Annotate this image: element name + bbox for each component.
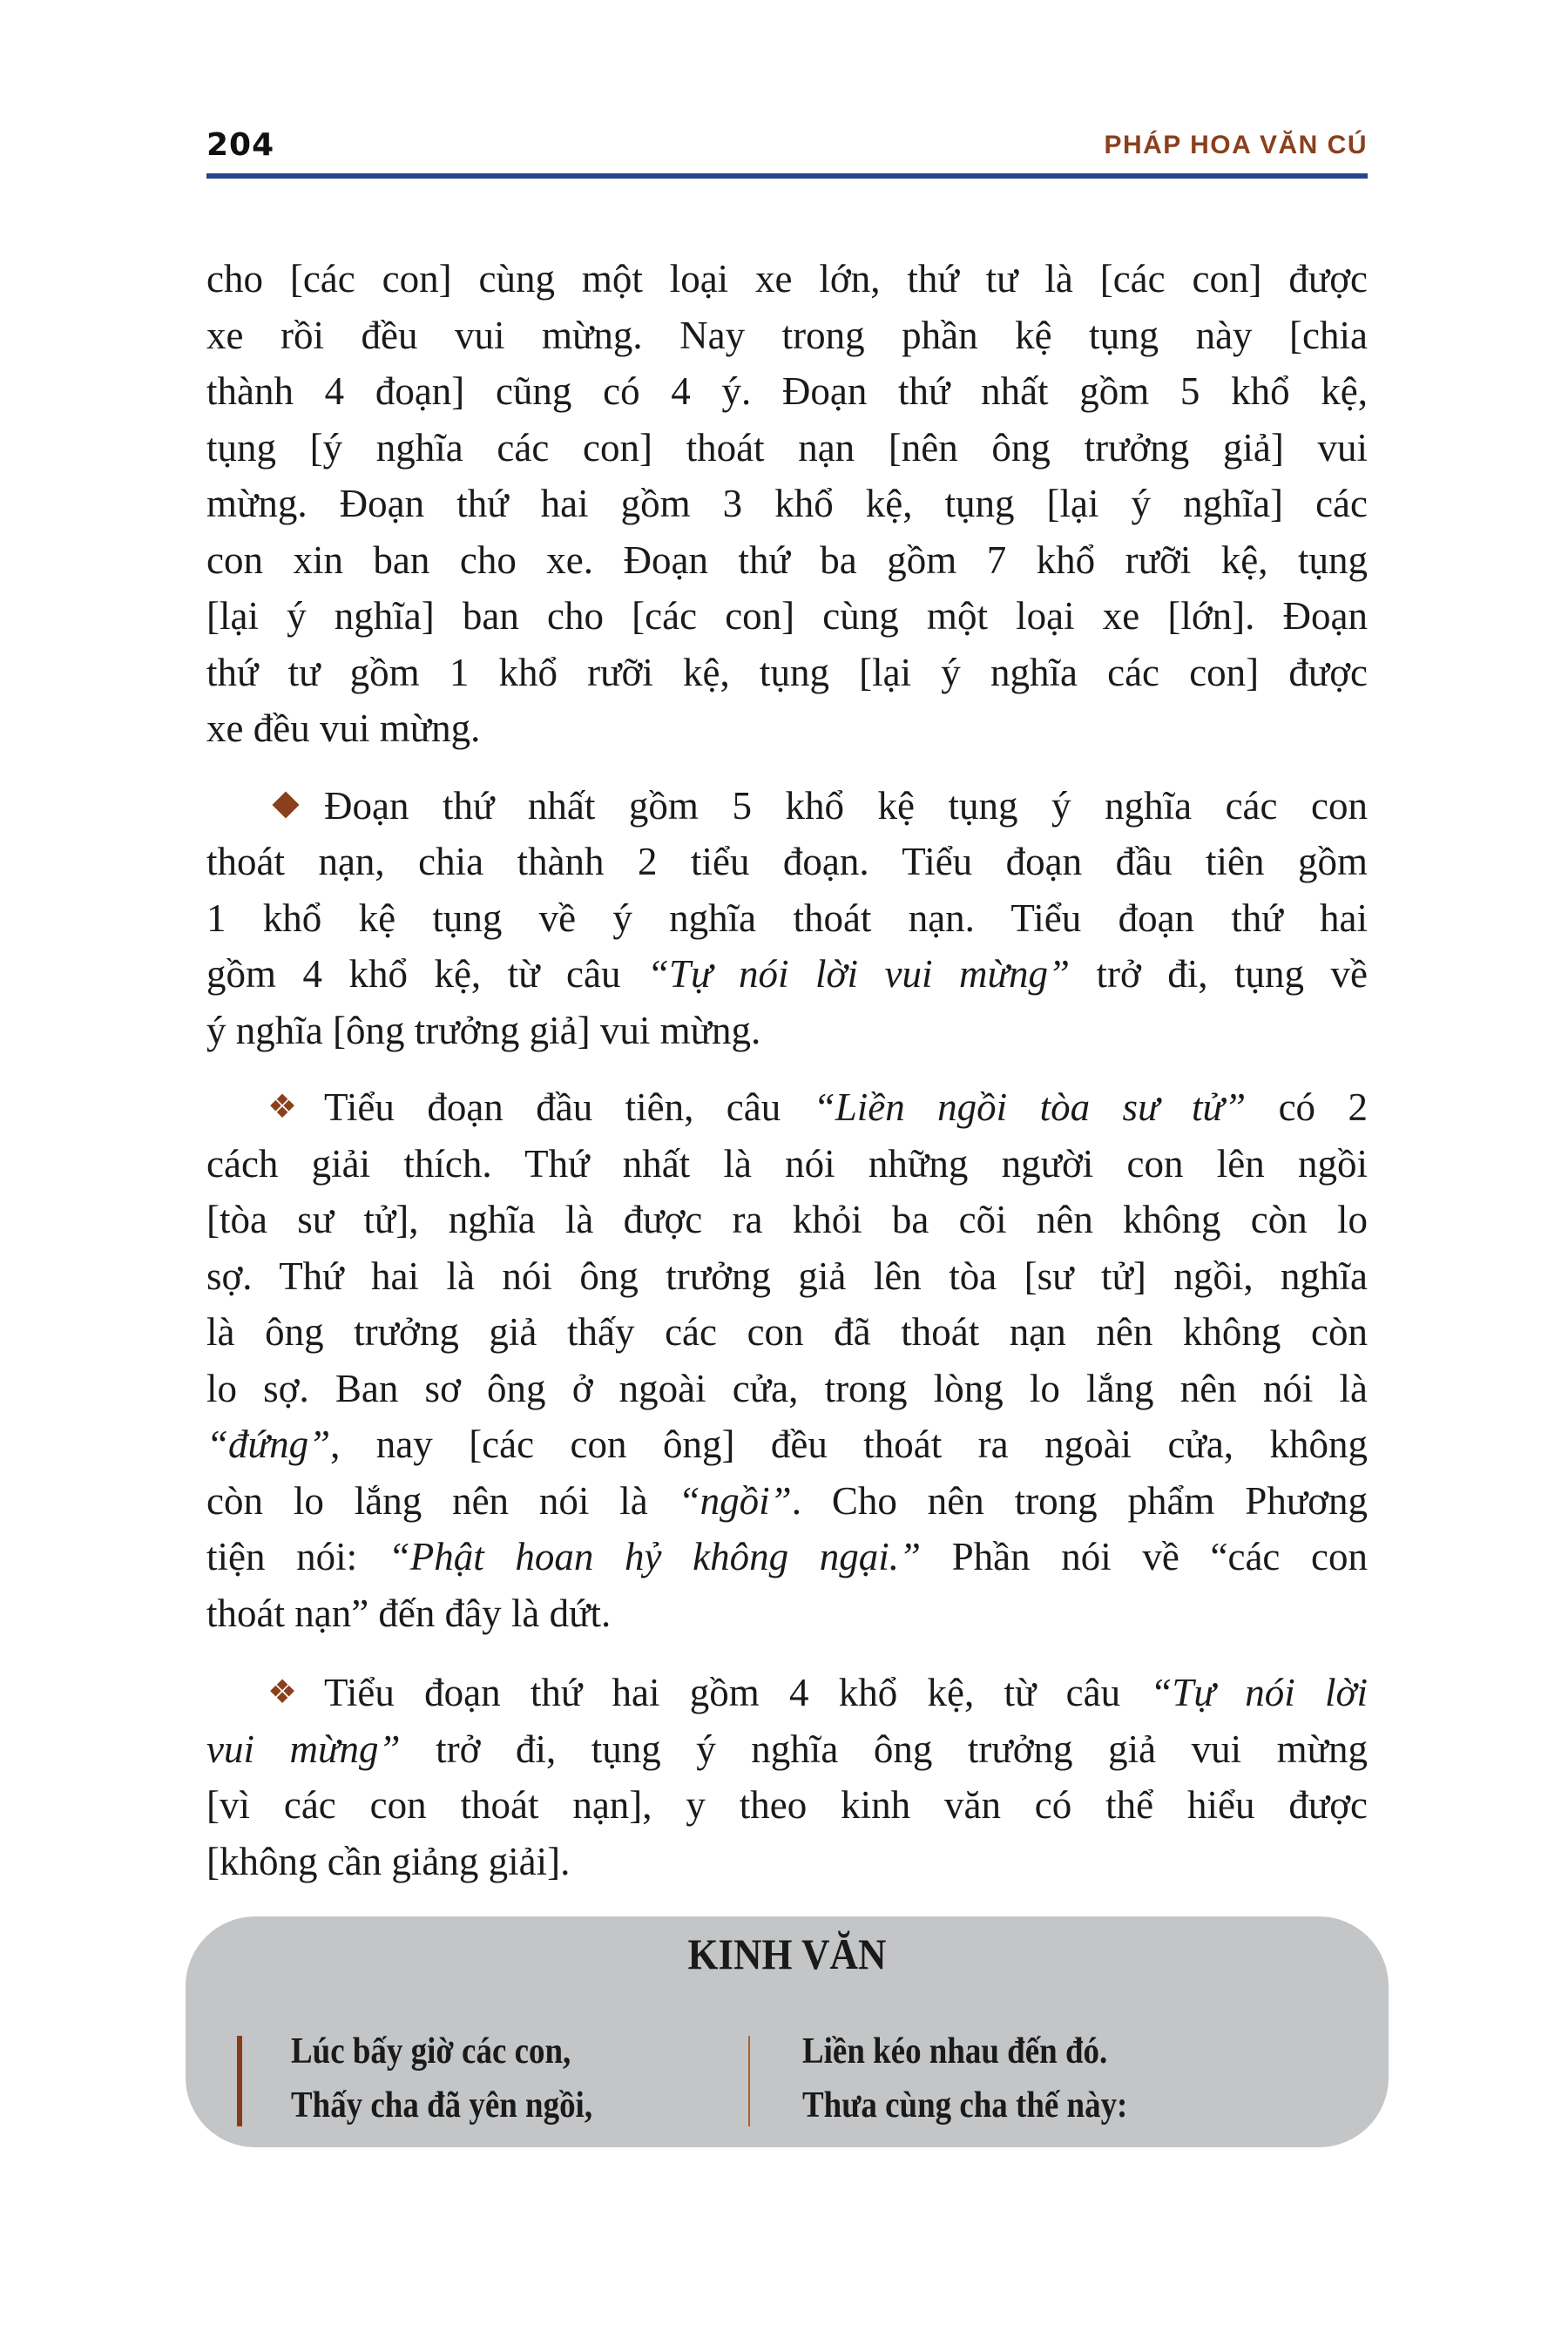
text-line bbox=[206, 1585, 1368, 1642]
text-line bbox=[206, 1529, 1368, 1585]
text-run: [vì các con thoát nạn], y theo kinh văn có thể hiểu được bbox=[206, 1783, 1368, 1827]
text-line bbox=[206, 308, 1368, 364]
text-run: , nay [các con ông] đều thoát ra ngoài cửa, không bbox=[330, 1423, 1368, 1466]
verse-left-column bbox=[291, 2024, 592, 2132]
text-line bbox=[206, 1248, 1368, 1305]
text-run: con xin ban cho xe. Đoạn thứ ba gồm 7 khổ rưỡi kệ, tụng bbox=[206, 537, 1368, 582]
italic-quote: “Liền ngồi tòa sư tử” bbox=[813, 1085, 1247, 1129]
sutra-box-title: KINH VĂN bbox=[687, 1930, 887, 1978]
text-line bbox=[206, 1777, 1368, 1834]
paragraph bbox=[206, 778, 1368, 1059]
paragraph bbox=[206, 251, 1368, 757]
text-line bbox=[206, 588, 1368, 645]
text-run: cho [các con] cùng một loại xe lớn, thứ tư là [các con] được bbox=[206, 257, 1368, 301]
paragraph bbox=[206, 1665, 1368, 1889]
text-run: lo sợ. Ban sơ ông ở ngoài cửa, trong lòng lo lắng nên nói là bbox=[206, 1366, 1368, 1410]
text-run: 1 khổ kệ tụng về ý nghĩa thoát nạn. Tiểu đoạn thứ hai bbox=[206, 896, 1368, 940]
text-line bbox=[206, 1003, 1368, 1059]
text-run: là ông trưởng giả thấy các con đã thoát nạn nên không còn bbox=[206, 1310, 1368, 1354]
text-run: . Cho nên trong phẩm Phương bbox=[791, 1478, 1369, 1523]
italic-quote: “Tự nói lời bbox=[1150, 1671, 1368, 1714]
text-run: [không cần giảng giải]. bbox=[206, 1839, 571, 1883]
page-number: 204 bbox=[206, 127, 275, 163]
text-line bbox=[206, 700, 1368, 757]
text-run: xe rồi đều vui mừng. Nay trong phần kệ tụng này [chia bbox=[206, 313, 1368, 357]
text-run: xe đều vui mừng. bbox=[206, 706, 481, 750]
running-title: PHÁP HOA VĂN CÚ bbox=[1104, 131, 1368, 159]
text-run: còn lo lắng nên nói là bbox=[206, 1478, 679, 1523]
four-diamond-bullet-icon: ❖ bbox=[267, 1089, 298, 1125]
text-line bbox=[206, 834, 1368, 890]
text-line bbox=[206, 1079, 1368, 1136]
verse-line: Liền kéo nhau đến đó. bbox=[802, 2031, 1108, 2072]
text-run: Tiểu đoạn thứ hai gồm 4 khổ kệ, từ câu bbox=[324, 1671, 1151, 1714]
text-run: trở đi, tụng ý nghĩa ông trưởng giả vui mừng bbox=[400, 1727, 1369, 1771]
text-line bbox=[206, 1136, 1368, 1193]
text-run: [lại ý nghĩa] ban cho [các con] cùng một loại xe [lớn]. Đoạn bbox=[206, 594, 1368, 638]
italic-quote: “ngồi” bbox=[678, 1478, 792, 1523]
text-line bbox=[206, 1192, 1368, 1248]
verse-right-column bbox=[802, 2024, 1127, 2132]
text-run: thứ tư gồm 1 khổ rưỡi kệ, tụng [lại ý nghĩa các con] được bbox=[206, 650, 1368, 694]
body-text bbox=[206, 251, 1368, 1910]
sutra-box bbox=[186, 1916, 1389, 2147]
text-line bbox=[206, 1665, 1368, 1721]
paragraph bbox=[206, 1079, 1368, 1641]
text-line bbox=[206, 420, 1368, 476]
text-run: mừng. Đoạn thứ hai gồm 3 khổ kệ, tụng [lại ý nghĩa] các bbox=[206, 482, 1368, 525]
text-line bbox=[206, 1473, 1368, 1530]
verse-line: Thấy cha đã yên ngồi, bbox=[291, 2085, 593, 2126]
text-line bbox=[206, 532, 1368, 589]
italic-quote: vui mừng” bbox=[206, 1727, 401, 1771]
text-run: ý nghĩa [ông trưởng giả] vui mừng. bbox=[206, 1008, 761, 1052]
verse-line: Thưa cùng cha thế này: bbox=[802, 2085, 1128, 2126]
text-run: [tòa sư tử], nghĩa là được ra khỏi ba cõi nên không còn lo bbox=[206, 1198, 1368, 1241]
text-line bbox=[206, 251, 1368, 308]
verse-column-divider bbox=[748, 2036, 750, 2126]
text-line bbox=[206, 645, 1368, 701]
text-line bbox=[206, 778, 1368, 835]
header-rule bbox=[206, 173, 1368, 179]
text-run: Phần nói về “các con bbox=[921, 1535, 1369, 1578]
text-run: tiện nói: bbox=[206, 1535, 389, 1578]
text-line bbox=[206, 1361, 1368, 1417]
text-line bbox=[206, 1721, 1368, 1778]
text-run: gồm 4 khổ kệ, từ câu bbox=[206, 952, 647, 996]
text-run: sợ. Thứ hai là nói ông trưởng giả lên tòa [sư tử] ngồi, nghĩa bbox=[206, 1254, 1368, 1298]
text-run: Tiểu đoạn đầu tiên, câu bbox=[324, 1085, 814, 1129]
italic-quote: “Tự nói lời vui mừng” bbox=[646, 952, 1071, 996]
text-run: Đoạn thứ nhất gồm 5 khổ kệ tụng ý nghĩa các con bbox=[324, 783, 1368, 828]
diamond-bullet-icon bbox=[272, 791, 299, 818]
italic-quote: “Phật hoan hỷ không ngại.” bbox=[388, 1535, 922, 1578]
four-diamond-bullet-icon: ❖ bbox=[267, 1674, 298, 1711]
text-run: trở đi, tụng về bbox=[1070, 952, 1368, 996]
text-line bbox=[206, 1304, 1368, 1361]
text-line bbox=[206, 1416, 1368, 1473]
text-line bbox=[206, 890, 1368, 947]
text-run: thành 4 đoạn] cũng có 4 ý. Đoạn thứ nhất gồm 5 khổ kệ, bbox=[206, 369, 1368, 413]
text-line bbox=[206, 363, 1368, 420]
text-run: tụng [ý nghĩa các con] thoát nạn [nên ông trưởng giả] vui bbox=[206, 425, 1368, 470]
text-run: có 2 bbox=[1246, 1085, 1368, 1129]
text-line bbox=[206, 946, 1368, 1003]
text-run: thoát nạn” đến đây là dứt. bbox=[206, 1591, 612, 1635]
verse-line: Lúc bấy giờ các con, bbox=[291, 2031, 571, 2072]
text-line bbox=[206, 1834, 1368, 1890]
text-run: thoát nạn, chia thành 2 tiểu đoạn. Tiểu đoạn đầu tiên gồm bbox=[206, 840, 1368, 883]
text-line bbox=[206, 476, 1368, 532]
italic-quote: “đứng” bbox=[206, 1423, 331, 1466]
verse-left-bar bbox=[237, 2036, 242, 2126]
text-run: cách giải thích. Thứ nhất là nói những người con lên ngồi bbox=[206, 1141, 1368, 1186]
